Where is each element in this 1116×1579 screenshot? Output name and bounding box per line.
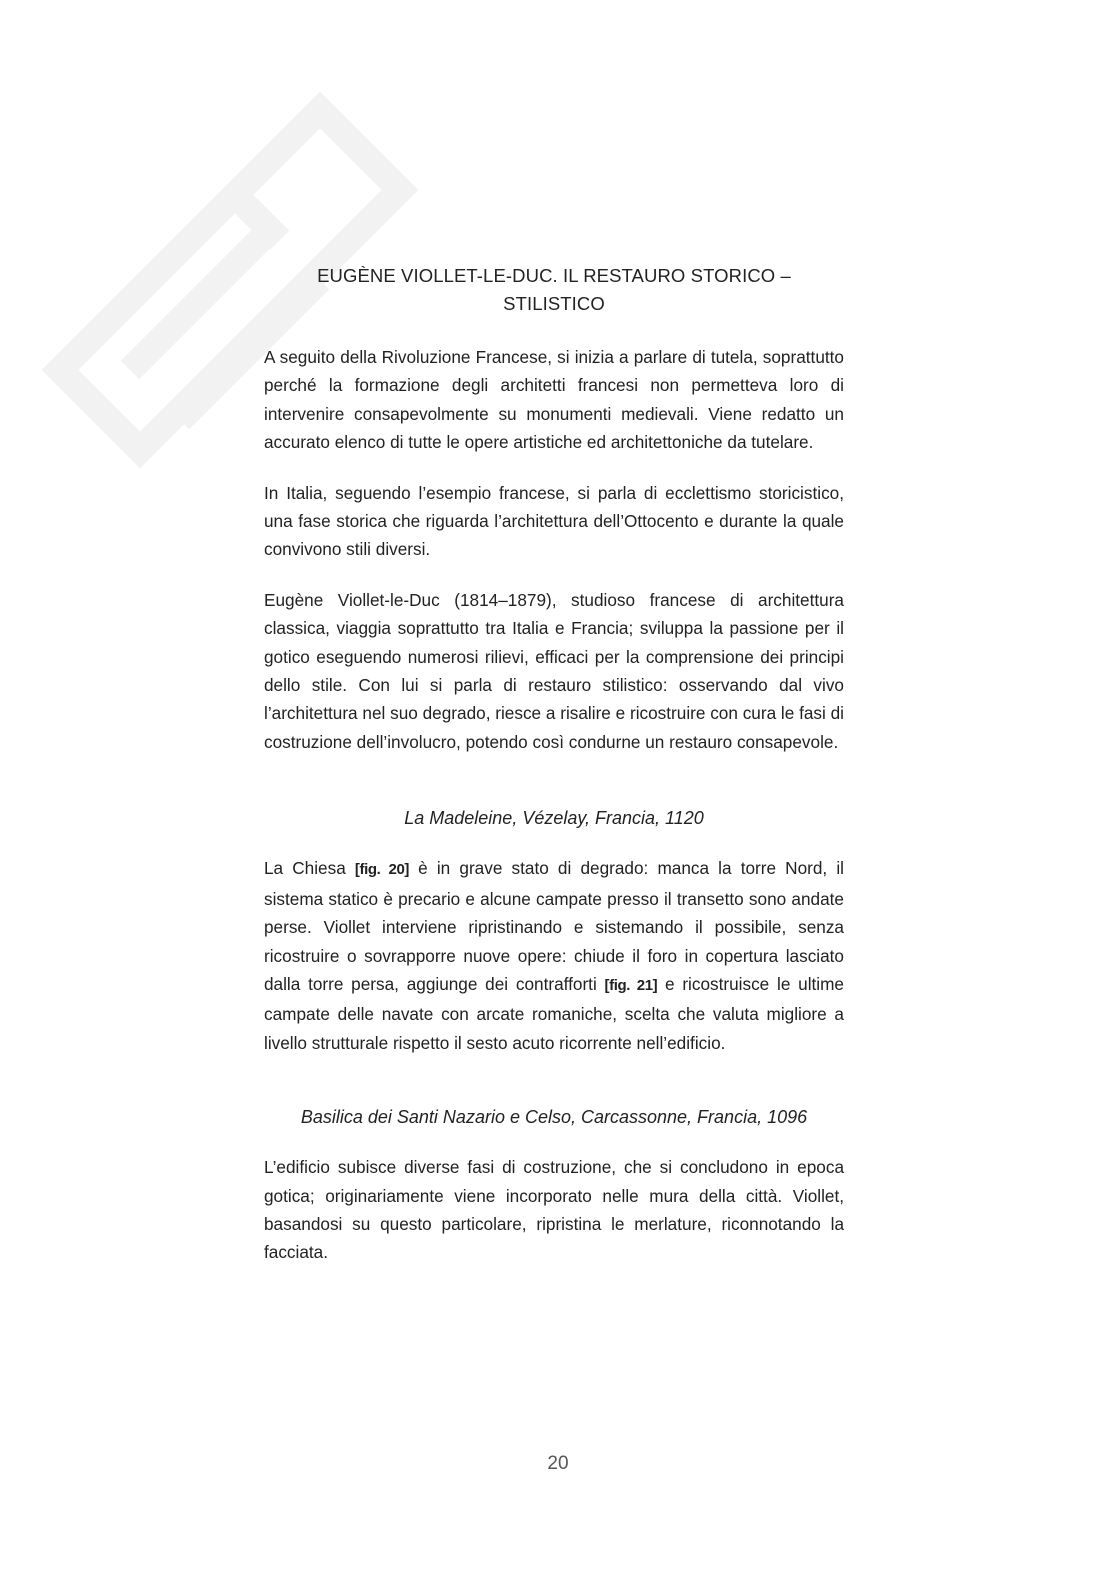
case-study-heading-madeleine: La Madeleine, Vézelay, Francia, 1120 <box>404 808 704 829</box>
paragraph-revolution: A seguito della Rivoluzione Francese, si inizia a parlare di tutela, soprattutto perché la formazione degli architetti francesi non permetteva loro di intervenire consapevolmente su monumenti medievali. Viene redatto un accurato elenco di tutte le opere artistiche ed architettoniche da tutelare. <box>264 347 844 453</box>
section-title: EUGÈNE VIOLLET-LE-DUC. IL RESTAURO STORICO – STILISTICO <box>317 265 791 314</box>
paragraph-viollet: Eugène Viollet-le-Duc (1814–1879), studioso francese di architettura classica, viaggia soprattutto tra Italia e Francia; sviluppa la passione per il gotico eseguendo numerosi rilievi, efficaci per la comprensione dei principi dello stile. Con lui si parla di restauro stilistico: osservando dal vivo l’architettura nel suo degrado, riesce a risalire e ricostruire con cura le fasi di costruzione dell’involucro, potendo così condurne un restauro consapevole. <box>264 589 844 752</box>
paragraph-madeleine <box>264 854 844 1057</box>
madeleine-text-b: è in grave stato di degrado: manca la torre Nord, il sistema statico è precario e alcune campate presso il transetto sono andate perse. Viollet interviene ripristinando e sistemando il possibile, senza ricostruire o sovrapporre nuove opere: chiude il foro in copertura lasciato dalla torre persa, aggiunge dei contrafforti <box>264 858 844 994</box>
paragraph-carcassonne: L’edificio subisce diverse fasi di costruzione, che si concludono in epoca gotica; originariamente viene incorporato nelle mura della città. Viollet, basandosi su questo particolare, ripristina le merlature, riconnotando la facciata. <box>264 1157 844 1263</box>
case-study-heading-carcassonne: Basilica dei Santi Nazario e Celso, Carcassonne, Francia, 1096 <box>300 1107 808 1128</box>
figure-reference-21[interactable]: [fig. 21] <box>604 976 658 994</box>
page-content <box>264 262 844 1289</box>
paragraph-italy: In Italia, seguendo l’esempio francese, si parla di ecclettismo storicistico, una fase storica che riguarda l’architettura dell’Ottocento e durante la quale convivono stili diversi. <box>264 482 844 560</box>
page-number: 20 <box>547 1453 569 1474</box>
spacer <box>264 1079 844 1103</box>
madeleine-text-c: e ricostruisce le ultime campate delle navate con arcate romaniche, scelta che valuta migliore a livello strutturale rispetto il sesto acuto ricorrente nell’edificio. <box>264 973 844 1053</box>
madeleine-text-a: La Chiesa <box>264 858 355 879</box>
spacer <box>264 778 844 804</box>
figure-reference-20[interactable]: [fig. 20] <box>354 861 410 879</box>
